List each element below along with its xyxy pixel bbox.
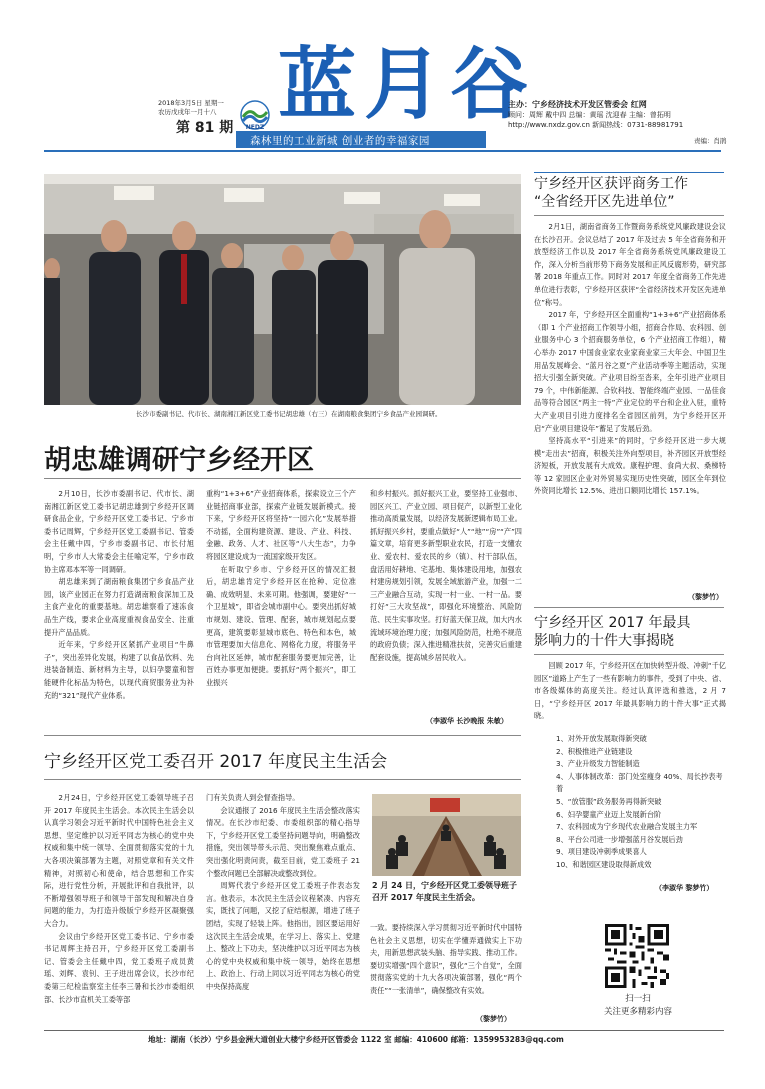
lead-article-col1: 2月10日，长沙市委副书记、代市长、湖南湘江新区党工委书记胡忠雄到宁乡经开区调研食品企业，宁乡经开区党工委书记、宁乡市委书记周辉，宁乡经开区党工委副书记、管委会主任戴中四，宁乡市委副书记、市长付旭明，宁乡市人大常委会主任喻定军，宁乡市政协主席邓本军等一同调研。 胡忠雄来到了湖南粮食集团宁乡食品产业园，该产业园正在努力打造湖南粮食深加工及主食产业化的重要基地。胡忠雄察看了速冻食品生产线，要求企业高度重视食品安全、注重提升产品品质。 近年来，宁乡经开区紧抓产业项目“牛鼻子”，突出差异化发展，构建了以食品饮料、先进装备制造、新材料为主导，以妇孕婴童和智能硬件化标品为特色，以现代商贸服务业为补充的“321”现代产业体系。: [44, 489, 194, 700]
right-column-rule: [534, 172, 724, 173]
divider: [44, 735, 521, 736]
qr-code-icon[interactable]: [605, 924, 669, 988]
lead-article-col2: 重构“1+3+6”产业招商体系，探索设立三个产业链招商事业部，探索产业链发展新模式。接下来，宁乡经开区将坚持“一园六化”发展举措不动摇，全面构建资源、建设、产业、科技、金融、政务、人才、社区等“八大生态”，力争将园区建设成为一流国家级开发区。 在听取宁乡市、宁乡经开区的情况汇报后，胡忠雄肯定宁乡经开区在抢种、定位准确、成效明显、未来可期。他强调，要建好“一个卫星城”，即省会城市副中心。要突出抓好城市规划、建设、管理、配套，城市规划起点要更高，建筑要彰显城市底色、特色和本色，城市管理要加大信息化、网格化力度，将服务平台向社区延伸，城市配套服务要更加完善，让百姓办事更加便捷。要抓好“两个振兴”，即工业振兴: [206, 489, 356, 687]
issue-date: 2018年3月5日 星期一 农历戊戌年一月十八: [158, 99, 224, 116]
list-item: 3、产业升级发力智能制造: [556, 759, 640, 769]
issue-number: 第 81 期: [176, 120, 234, 136]
second-headline: 宁乡经开区党工委召开 2017 年度民主生活会: [44, 752, 388, 772]
list-item: 6、妇孕婴童产业迈上发展新台阶: [556, 809, 662, 819]
divider: [534, 607, 724, 608]
divider: [534, 654, 724, 655]
list-item: 8、平台公司进一步增强蓝月谷发展后劲: [556, 834, 683, 844]
second-article-col2: 门有关负责人到会督查指导。 会议通报了 2016 年度民主生活会整改落实情况。在长沙市纪委、市委组织部的精心指导下，宁乡经开区党工委坚持问题导向，明确整改措施，突出领导带头示范、突出聚焦难点重点、突出强化明责问责，截至目前，党工委班子 21 个整改问题已全部解决或整改到位。 周辉代表宁乡经开区党工委班子作表态发言。他表示，本次民主生活会议程紧凑、内容充实，既找了问题，又挖了症结根源，增进了班子团结，实现了轻装上阵。他指出，园区要运用好这次民主生活会成果，在学习上、落实上、党建上、整改上下功夫，坚决维护以习近平同志为核心的党中央权威和集中统一领导，始终在思想上、政治上、行动上同以习近平同志为核心的党中央保持高度: [206, 793, 360, 991]
editor-credit: 责编：肖鹃: [694, 137, 727, 145]
meeting-photo: [372, 794, 521, 876]
slogan: 森林里的工业新城 创业者的幸福家园: [250, 135, 430, 147]
second-article-col1: 2月24日，宁乡经开区党工委领导班子召开 2017 年度民主生活会。本次民主生活会以认真学习领会习近平新时代中国特色社会主义思想、坚定维护以习近平同志为核心的党中央权威和集中统一领导、全面贯彻落实党的十九大各项决策部署为主题，对照党章和有关文件精神，对照初心和使命，结合思想和工作实际，进行党性分析，开展批评和自我批评，以不断增强领导班子和领导干部发现和解决自身问题的能力，为打造升级版宁乡经开区凝聚强大合力。 会议由宁乡经开区党工委书记、宁乡市委书记周辉主持召开，宁乡经开区党工委副书记、管委会主任戴中四，党工委班子成员黄瑶、刘辉、袁钊、王子进出席会议，长沙市纪委第三纪检监察室主任李三暑和长沙市委组织部、长沙市直机关工委等部: [44, 793, 194, 1004]
divider: [44, 779, 521, 780]
second-byline: （黎梦竹）: [476, 1015, 511, 1023]
list-item: 10、和谐园区建设取得新成效: [556, 859, 652, 869]
logo-label: NEDZ: [245, 124, 265, 131]
right-byline-2: （李淑华 黎梦竹）: [655, 884, 714, 892]
right-article-1: 2月1日，湖南省商务工作暨商务系统党风廉政建设会议在长沙召开。会议总结了 2017 年及过去 5 年全省商务和开放型经济工作以及 2017 年全省商务系统党风廉政建设工作，深入分析当前形势下商务发展和正风反腐形势，研究部署 2018 年重点工作。同时对 2017 年度全省商务工作先进单位进行表彰，宁乡经开区获评“全省经济技术开发区先进单位”称号。 2017 年，宁乡经开区全面重构“1+3+6”产业招商体系（即 1 个产业招商工作领导小组，招商合作局、农科园、创业服务中心 3 个招商服务单位，6 个产业招商工作组），精心举办 2017 中国食业家农业家商业家三大年会、中国卫生用品发展峰会、“蓝月谷之夏”产业活动季等主题活动，实现招大引强全新突破。产业项目纷至沓来，全年引进产业项目 79 个，中伟新能源、合钦科技、智能终端产业园、一品佳食品等符合园区“两主一特”产业定位的平台和企业入驻，重特大产业项目引进力度排名全省园区前列，为宁乡经开区开启“产业项目建设年”蓄足了发展后劲。 坚持高水平“引进来”的同时，宁乡经开区进一步大规模“走出去”招商，积极关注外向型项目，补齐园区开放型经济短板，开放发展有大成效。康程护理、食尚大叔、桑梯特等 12 家园区企业对外贸易实现历史性突破，园区全年到位外资同比增长 12.5%、进出口额同比增长 157.1%。: [534, 222, 726, 496]
meeting-photo-caption: 2 月 24 日，宁乡经开区党工委领导班子召开 2017 年度民主生活会。: [372, 881, 518, 902]
footer-address: 地址：湖南（长沙）宁乡县金洲大道创业大楼宁乡经开区管委会 1122 室 邮编：410600 邮箱：1359953283@qq.com: [148, 1035, 564, 1044]
footer-rule: [44, 1030, 724, 1031]
right-byline-1: （黎梦竹）: [688, 593, 723, 601]
list-item: 5、“放管服”政务服务再得新突破: [556, 796, 662, 806]
top-ten-list: [556, 733, 726, 872]
masthead-rule: [44, 150, 721, 152]
right-article-2-intro: 回顾 2017 年，宁乡经开区在加快转型升级、冲刺“千亿园区”道路上产生了一些有影响力的事件，受到了中央、省、市各级媒体的高度关注。经过认真评选和推选，2 月 7 日，“宁乡经开区 2017 年最具影响力的十件大事”正式揭晓。: [534, 661, 726, 721]
qr-label: 扫一扫 关注更多精彩内容: [603, 994, 672, 1017]
right-headline-1: 宁乡经开区获评商务工作 “全省经开区先进单位”: [534, 176, 688, 210]
divider: [534, 215, 724, 216]
lead-photo-caption: 长沙市委副书记、代市长、湖南湘江新区党工委书记胡忠雄（右三）在湖南粮食集团宁乡食品产业园调研。: [136, 410, 442, 418]
lead-byline: （李淑华 长沙晚报 朱敏）: [426, 717, 508, 725]
list-item: 4、人事体制改革：部门处室瘦身 40%、局长抄表考着: [556, 771, 723, 794]
newspaper-title: 蓝月谷: [278, 39, 537, 130]
list-item: 2、积极推进产业链建设: [556, 746, 633, 756]
publisher-info: 主办：宁乡经济技术开发区管委会 红网 顾问：周辉 戴中四 总编：黄瑶 沈迎春 主编：曾拓明 http://www.nxdz.gov.cn 新闻热线：0731-88981791: [508, 100, 684, 129]
list-item: 7、农科园成为宁乡现代农业融合发展主力军: [556, 822, 698, 832]
divider: [44, 478, 521, 479]
right-headline-2: 宁乡经开区 2017 年最具 影响力的十件大事揭晓: [534, 615, 691, 649]
list-item: 1、对外开放发展取得新突破: [556, 734, 647, 743]
list-item: 9、项目建设冲刺季成果喜人: [556, 847, 647, 857]
lead-headline: 胡忠雄调研宁乡经开区: [44, 445, 314, 476]
second-article-col3: 一致。要持续深入学习贯彻习近平新时代中国特色社会主义思想，切实在学懂弄通做实上下功夫，用新思想武装头脑、指导实践、推动工作。要切实增强“四个意识”，强化“三个自觉”，全面贯彻落实党的十九大各项决策部署，强化“两个责任”“一张清单”，确保整改有实效。: [370, 923, 522, 995]
lead-photo: [44, 174, 521, 405]
lead-article-col3: 和乡村振兴。抓好振兴工业，要坚持工业强市、园区兴工、产业立园、项目促产，以新型工业化推动高质量发展，以经济发展新逻辑布局工业。抓好振兴乡村，要重点做好“人”“地”“房”“产”四篇文章，培育更多新型职业农民，打造一支懂农业、爱农村、爱农民的乡（镇）、村干部队伍，盘活用好耕地、宅基地、集体建设用地，加强农村建房规划引领，发展全域旅游产业，加强一二三产业融合互动，实现一村一业、一村一品。要打好“三大攻坚战”，即强化环境整治、风险防范、民生实事攻坚。打好蓝天保卫战，加大内水流域环境治理力度；加强风险防范，杜绝不规范的政府负债；深入推进精准扶贫，完善灾后重建配套设施，提高城乡居民收入。: [370, 489, 522, 662]
